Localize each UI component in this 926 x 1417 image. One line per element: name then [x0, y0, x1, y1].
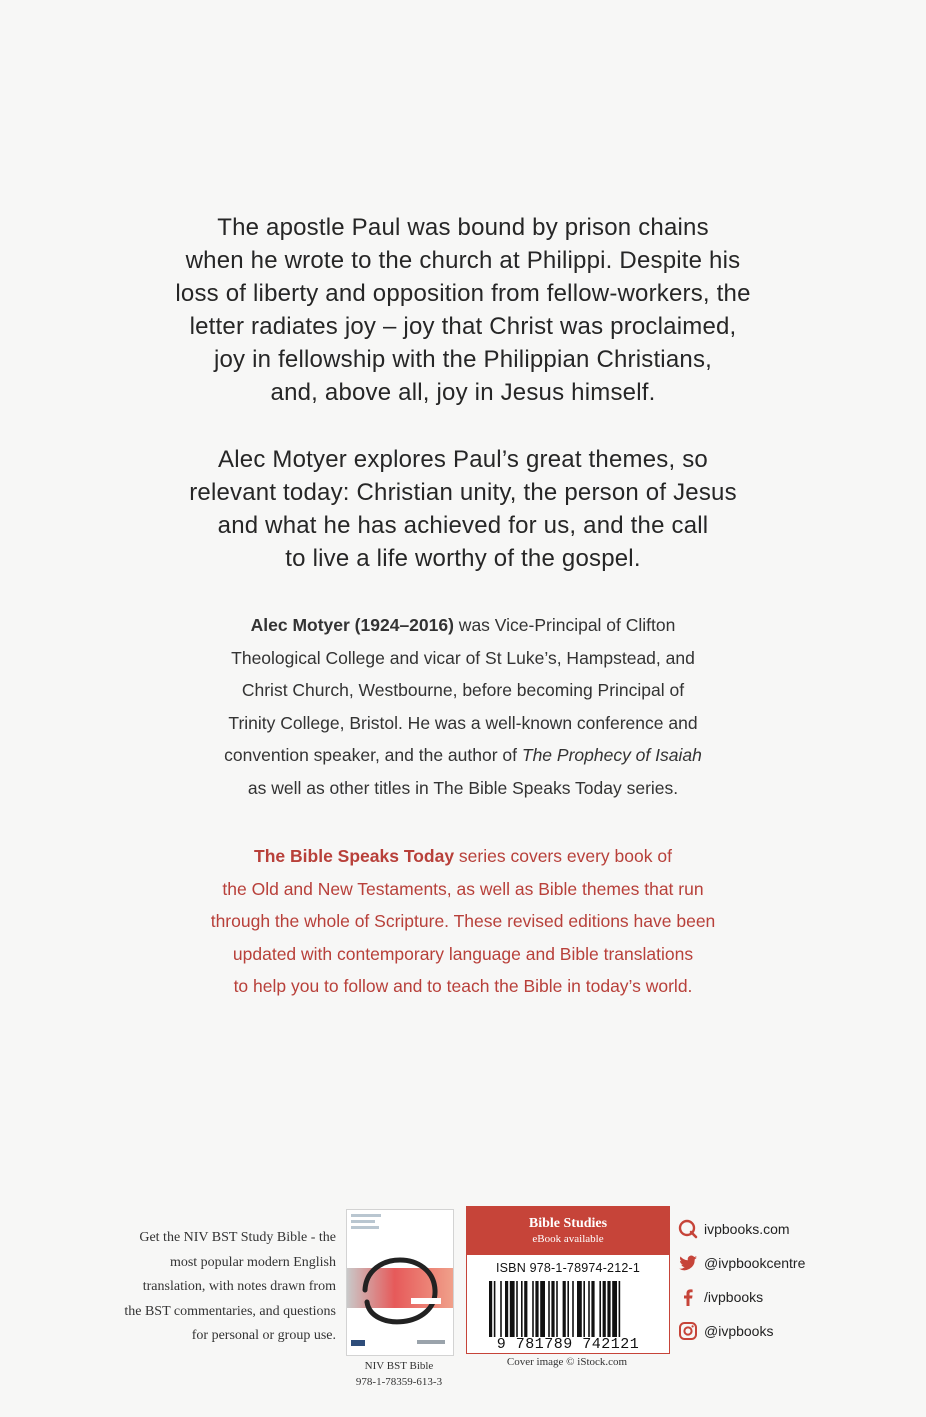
barcode-bar	[524, 1281, 527, 1337]
series-line: to help you to follow and to teach the Bible in today’s world.	[233, 976, 693, 996]
series-name: The Bible Speaks Today	[254, 846, 455, 866]
blurb-line: relevant today: Christian unity, the person of Jesus	[189, 479, 737, 506]
blurb-line: The apostle Paul was bound by prison chains	[217, 214, 709, 241]
barcode-bar	[540, 1281, 545, 1337]
blurb-line: joy in fellowship with the Philippian Christians,	[213, 346, 713, 373]
barcode-bar	[567, 1281, 569, 1337]
barcode-bar	[535, 1281, 538, 1337]
cover-credit: Cover image © iStock.com	[506, 1356, 628, 1368]
barcode-icon	[489, 1281, 659, 1337]
barcode-bar	[599, 1281, 601, 1337]
bio-line: Trinity College, Bristol. He was a well-known conference and	[228, 712, 698, 733]
series-text: series covers every book of	[454, 846, 672, 866]
blurb-line: and what he has achieved for us, and the call	[217, 512, 709, 539]
ebook-subtitle: eBook available	[532, 1233, 604, 1245]
blurb-primary	[100, 211, 826, 409]
social-link-web[interactable]	[678, 1216, 838, 1242]
barcode-bar	[591, 1281, 594, 1337]
barcode-bar	[500, 1281, 502, 1337]
author-bio	[130, 609, 796, 804]
facebook-icon	[678, 1287, 698, 1307]
bio-line: Christ Church, Westbourne, before becoming Principal of	[241, 680, 685, 700]
barcode-bar	[583, 1281, 585, 1337]
series-line: updated with contemporary language and Bible translations	[232, 943, 694, 964]
series-line: the Old and New Testaments, as well as Bible themes that run	[222, 878, 704, 899]
bible-cover-image	[346, 1209, 454, 1356]
bible-caption	[336, 1358, 462, 1390]
series-line	[130, 840, 796, 873]
barcode-bar	[619, 1281, 621, 1337]
twitter-icon	[678, 1253, 698, 1273]
barcode-bar	[612, 1281, 617, 1337]
cover-swirl-icon	[347, 1210, 453, 1355]
barcode-bar	[603, 1281, 606, 1337]
blurb-line: when he wrote to the church at Philippi. Despite his	[185, 247, 741, 274]
author-name: Alec Motyer (1924–2016)	[250, 615, 454, 635]
bio-line	[130, 739, 796, 772]
ebook-header	[467, 1207, 669, 1255]
barcode-bar	[521, 1281, 523, 1337]
bio-text: was Vice-Principal of Clifton	[453, 615, 676, 635]
series-line: through the whole of Scripture. These revised editions have been	[210, 911, 716, 931]
promo-line: translation, with notes drawn from	[142, 1279, 336, 1294]
barcode-bar	[516, 1281, 518, 1337]
promo-line: for personal or group use.	[191, 1328, 336, 1343]
social-label: @ivpbookcentre	[704, 1255, 806, 1271]
ebook-title: Bible Studies	[528, 1216, 608, 1231]
barcode-bar	[494, 1281, 496, 1337]
ebook-isbn-box	[466, 1206, 670, 1354]
bio-line	[130, 609, 796, 642]
instagram-icon	[678, 1321, 698, 1341]
barcode-bar	[489, 1281, 492, 1337]
barcode-bar	[572, 1281, 574, 1337]
blurb-line: and, above all, joy in Jesus himself.	[270, 379, 656, 406]
bible-name: NIV BST Bible	[364, 1360, 434, 1372]
social-label: ivpbooks.com	[704, 1221, 790, 1237]
barcode-bar	[563, 1281, 566, 1337]
social-label: /ivpbooks	[704, 1289, 764, 1305]
barcode-digits: 9 781789 742121	[496, 1336, 640, 1353]
isbn-text: ISBN 978-1-78974-212-1	[495, 1261, 641, 1275]
barcode-bar	[510, 1281, 515, 1337]
bio-line: as well as other titles in The Bible Speaks Today series.	[247, 777, 679, 798]
barcode-bar	[548, 1281, 550, 1337]
study-bible-promo	[40, 1226, 336, 1349]
bible-isbn: 978-1-78359-613-3	[355, 1376, 443, 1388]
promo-line: the BST commentaries, and questions	[124, 1303, 336, 1319]
barcode-bar	[505, 1281, 508, 1337]
series-info	[130, 840, 796, 1003]
book-title: The Prophecy of Isaiah	[521, 745, 702, 765]
social-link-instagram[interactable]	[678, 1318, 838, 1344]
bio-text: convention speaker, and the author of	[224, 745, 522, 765]
bio-line: Theological College and vicar of St Luke’s, Hampstead, and	[231, 647, 695, 668]
barcode-bar	[607, 1281, 610, 1337]
social-link-twitter[interactable]	[678, 1250, 838, 1276]
social-link-facebook[interactable]	[678, 1284, 838, 1310]
social-label: @ivpbooks	[704, 1323, 774, 1339]
blurb-secondary	[100, 443, 826, 575]
blurb-line: letter radiates joy – joy that Christ was proclaimed,	[189, 313, 737, 340]
blurb-line: to live a life worthy of the gospel.	[285, 545, 641, 572]
barcode-bar	[532, 1281, 534, 1337]
promo-line: most popular modern English	[169, 1254, 336, 1270]
blurb-line: Alec Motyer explores Paul’s great themes, so	[218, 446, 708, 473]
barcode-bar	[551, 1281, 554, 1337]
blurb-line: loss of liberty and opposition from fellow-workers, the	[175, 280, 751, 307]
barcode-bar	[588, 1281, 590, 1337]
promo-line: Get the NIV BST Study Bible - the	[139, 1230, 336, 1245]
barcode-bar	[577, 1281, 582, 1337]
barcode-bar	[556, 1281, 558, 1337]
web-icon	[678, 1219, 698, 1239]
